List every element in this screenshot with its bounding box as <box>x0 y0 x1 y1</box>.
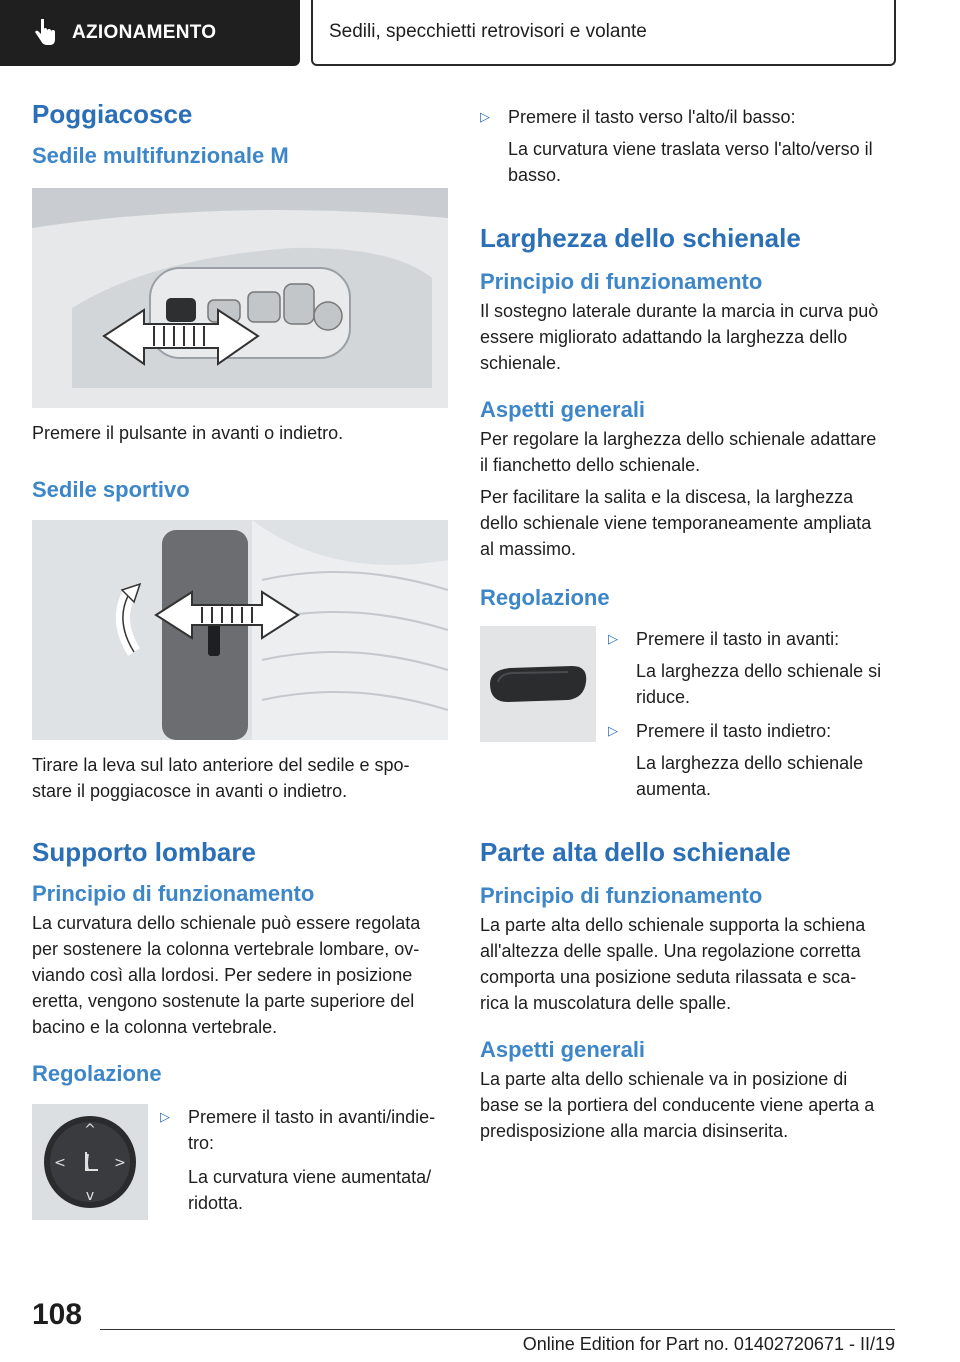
lumbar-bullets <box>148 1104 448 1220</box>
heading-sedile-multifunzionale: Sedile multifunzionale M <box>32 143 289 168</box>
svg-text:>: > <box>114 1155 126 1171</box>
paragraph-parte-alta: La parte alta dello schienale supporta la schiena all'altezza delle spalle. Una regolazione corretta comporta una posizione seduta rilassata e sca- rica la muscolatura delle spalle. <box>480 915 866 1013</box>
heading-regolazione-larghezza: Regolazione <box>480 585 610 610</box>
bullet-up-down: ▷ Premere il tasto verso l'alto/il basso: <box>480 104 896 130</box>
caption-sport-seat: Tirare la leva sul lato anteriore del sedile e spo- stare il poggiacosce in avanti o indietro. <box>32 755 410 801</box>
triangle-bullet-icon: ▷ <box>480 109 490 124</box>
svg-text:^: ^ <box>84 1122 96 1138</box>
heading-aspetti-alta: Aspetti generali <box>480 1037 646 1062</box>
paragraph-larghezza-g2: Per facilitare la salita e la discesa, la larghezza dello schienale viene temporaneamente ampliata al massimo. <box>480 487 872 559</box>
lumbar-adjust-row <box>32 1104 448 1220</box>
svg-text:<: < <box>54 1155 66 1171</box>
triangle-bullet-icon: ▷ <box>160 1109 170 1124</box>
width-bullets <box>596 626 896 802</box>
width-control-image <box>480 626 596 742</box>
bullet-width-forward-sub: La larghezza dello schienale si riduce. <box>636 661 882 707</box>
bullet-width-back: ▷ Premere il tasto indietro: <box>608 718 896 744</box>
svg-text:v: v <box>85 1188 95 1204</box>
heading-aspetti-larghezza: Aspetti generali <box>480 397 646 422</box>
heading-sedile-sportivo: Sedile sportivo <box>32 477 190 502</box>
bullet-width-forward: ▷ Premere il tasto in avanti: <box>608 626 896 652</box>
hand-pointer-icon <box>34 19 56 47</box>
heading-larghezza-schienale: Larghezza dello schienale <box>480 223 801 253</box>
triangle-bullet-icon: ▷ <box>608 723 618 738</box>
heading-principio-larghezza: Principio di funzionamento <box>480 269 763 294</box>
bullet-lumbar-forward: ▷ Premere il tasto in avanti/indie- tro: <box>160 1104 448 1156</box>
heading-supporto-lombare: Supporto lombare <box>32 837 256 867</box>
section-tab[interactable] <box>0 0 300 66</box>
figure-m-seat-thigh-support <box>32 188 448 408</box>
heading-poggiacosce: Poggiacosce <box>32 99 193 129</box>
paragraph-lombare: La curvatura dello schienale può essere regolata per sostenere la colonna vertebrale lombare, ov- viando così alla lordosi. Per sedere in posizione eretta, vengono sostenute la parte superiore del bacino e la colonna vertebrale. <box>32 913 421 1037</box>
paragraph-larghezza-g1: Per regolare la larghezza dello schienale adattare il fianchetto dello schienale. <box>480 429 877 475</box>
lumbar-control-image <box>32 1104 148 1220</box>
heading-principio-alta: Principio di funzionamento <box>480 883 763 908</box>
right-column <box>480 104 896 1144</box>
footer-edition: Online Edition for Part no. 01402720671 - II/19 <box>522 1334 895 1354</box>
figure-sport-seat-thigh-support <box>32 520 448 740</box>
heading-principio-lombare: Principio di funzionamento <box>32 881 315 906</box>
page-header <box>0 0 960 66</box>
footer-divider <box>100 1329 895 1330</box>
heading-parte-alta: Parte alta dello schienale <box>480 837 791 867</box>
caption-m-seat: Premere il pulsante in avanti o indietro. <box>32 423 344 443</box>
width-adjust-row <box>480 626 896 802</box>
section-label: AZIONAMENTO <box>72 22 217 43</box>
bullet-lumbar-forward-sub: La curvatura viene aumentata/ ridotta. <box>188 1167 432 1213</box>
bullet-up-down-sub: La curvatura viene traslata verso l'alto/verso il basso. <box>508 139 873 185</box>
bullet-width-back-sub: La larghezza dello schienale aumenta. <box>636 753 864 799</box>
left-column <box>32 98 448 1220</box>
chapter-title: Sedili, specchietti retrovisori e volante <box>311 0 896 66</box>
heading-regolazione-lombare: Regolazione <box>32 1061 162 1086</box>
triangle-bullet-icon: ▷ <box>608 631 618 646</box>
page-number: 108 <box>32 1298 83 1331</box>
paragraph-larghezza: Il sostegno laterale durante la marcia in curva può essere migliorato adattando la larghezza dello schienale. <box>480 301 879 373</box>
paragraph-alta-g: La parte alta dello schienale va in posizione di base se la portiera del conducente viene aperta a predisposizione alla marcia disinserita. <box>480 1069 875 1141</box>
